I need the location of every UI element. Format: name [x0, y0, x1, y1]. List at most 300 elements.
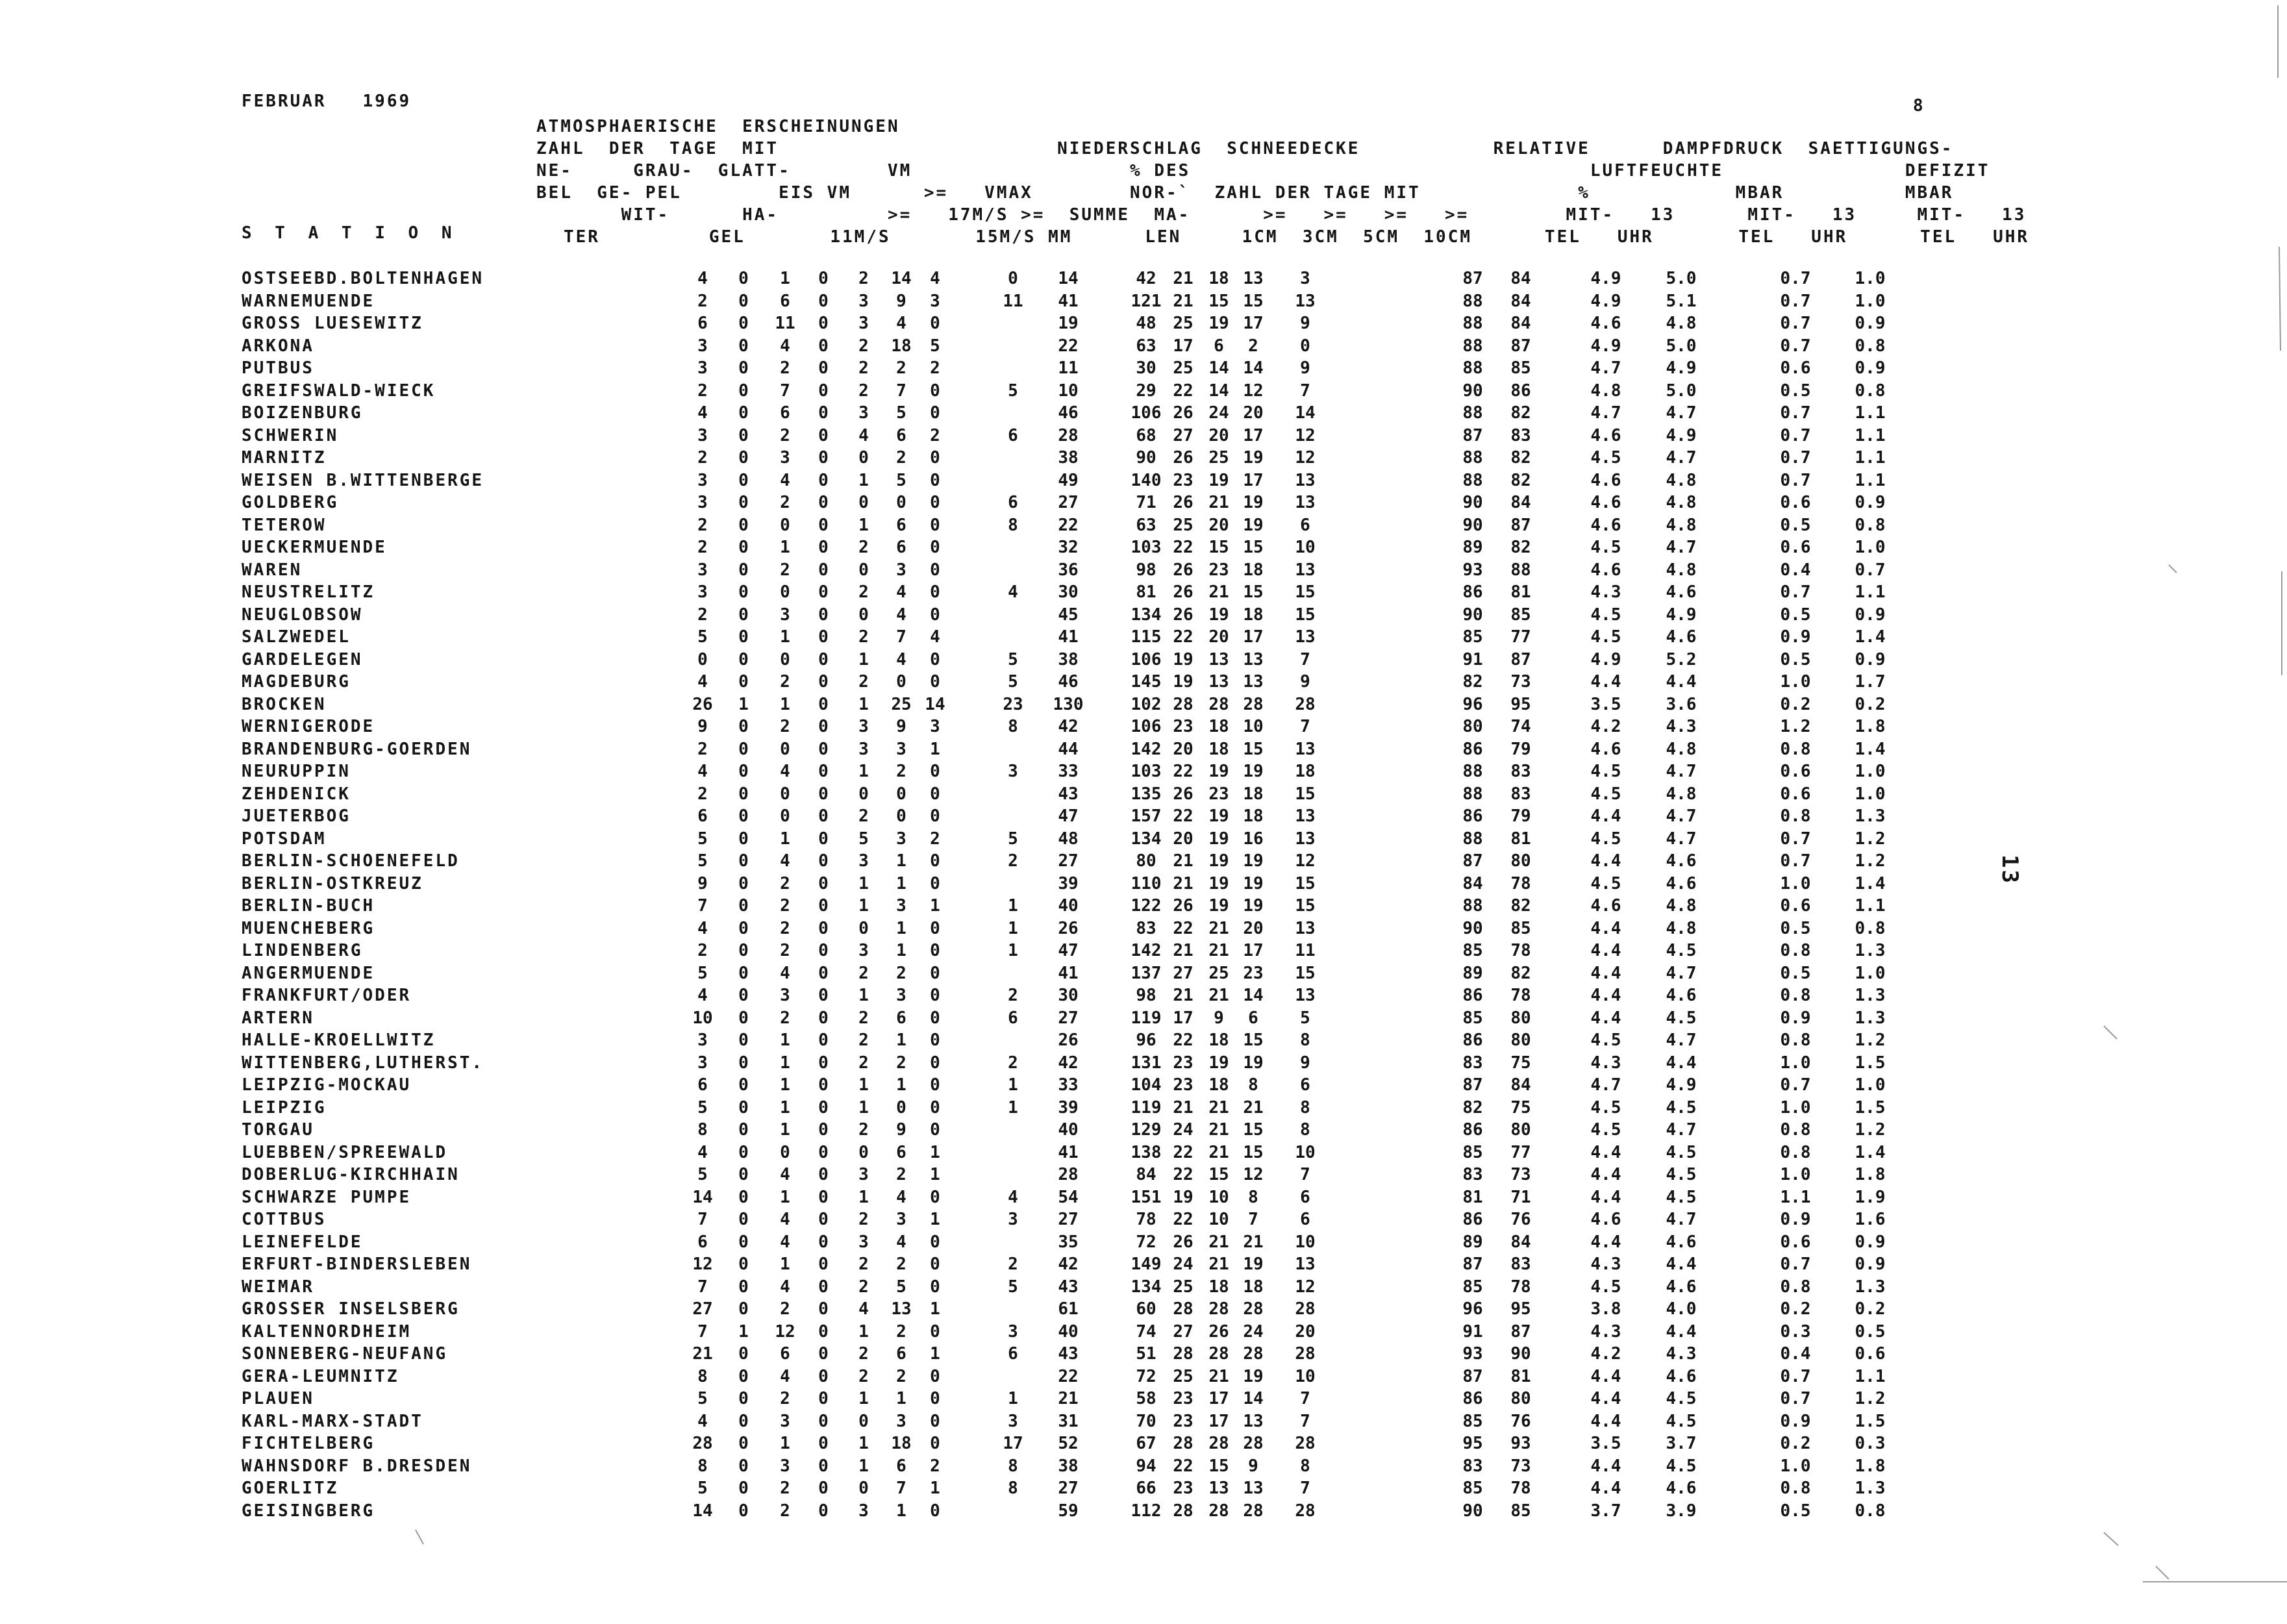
table-cell: 0.8: [1780, 1143, 1811, 1162]
table-cell: 85: [1462, 1143, 1483, 1162]
table-cell: 86: [1462, 740, 1483, 759]
table-cell: 16: [1243, 829, 1264, 849]
table-cell: 78: [1510, 1479, 1531, 1498]
table-cell: 0: [896, 1098, 906, 1118]
table-cell: 4: [697, 1412, 708, 1431]
table-cell: 73: [1510, 1456, 1531, 1476]
table-cell: 28: [1295, 1299, 1316, 1319]
table-cell: 4.6: [1590, 560, 1621, 580]
table-cell: 28: [1208, 695, 1229, 714]
table-cell: 0: [738, 762, 749, 781]
table-cell: 1: [780, 1255, 790, 1274]
table-cell: 0.5: [1780, 1501, 1811, 1521]
table-cell: 1: [930, 1299, 940, 1319]
table-cell: 0: [818, 605, 829, 625]
table-cell: 0: [738, 1210, 749, 1229]
table-cell: 82: [1510, 448, 1531, 468]
table-cell: 21: [1173, 1098, 1193, 1118]
table-cell: 77: [1510, 1143, 1531, 1162]
table-cell: 5: [697, 1098, 708, 1118]
table-cell: 1.2: [1855, 1120, 1886, 1140]
table-cell: 6: [896, 426, 906, 445]
table-cell: 20: [1208, 426, 1229, 445]
table-cell: 4: [780, 1165, 790, 1184]
table-cell: 2: [697, 538, 708, 557]
table-cell: 2: [930, 829, 940, 849]
table-cell: 0: [738, 717, 749, 736]
table-cell: 17: [1243, 314, 1264, 333]
table-cell: 19: [1243, 493, 1264, 512]
table-cell: 1.1: [1855, 403, 1886, 423]
table-cell: 2: [858, 806, 869, 826]
table-cell: 3: [780, 605, 790, 625]
table-cell: 2: [697, 381, 708, 401]
station-name: MARNITZ: [242, 448, 327, 468]
table-cell: 0.8: [1780, 1120, 1811, 1140]
table-cell: 1.3: [1855, 1277, 1886, 1297]
table-cell: 20: [1208, 516, 1229, 535]
table-cell: 4.8: [1590, 381, 1621, 401]
table-cell: 63: [1136, 516, 1156, 535]
table-cell: 4.5: [1590, 784, 1621, 804]
table-cell: 0: [780, 650, 790, 669]
table-cell: 4: [780, 1210, 790, 1229]
table-cell: 4.3: [1590, 1255, 1621, 1274]
table-cell: 82: [1510, 471, 1531, 490]
table-cell: 3: [858, 1165, 869, 1184]
table-cell: 4: [780, 1277, 790, 1297]
table-cell: 4.5: [1666, 1143, 1697, 1162]
station-name: GROSSER INSELSBERG: [242, 1299, 460, 1319]
table-cell: 1.4: [1855, 874, 1886, 893]
table-cell: 25: [891, 695, 912, 714]
table-cell: 0.5: [1855, 1322, 1886, 1342]
table-cell: 3: [697, 582, 708, 602]
table-cell: 1.2: [1855, 829, 1886, 849]
header-group-title: ATMOSPHAERISCHE ERSCHEINUNGEN: [536, 117, 900, 136]
table-cell: 5: [697, 829, 708, 849]
table-cell: 14: [1058, 269, 1079, 288]
table-cell: 130: [1053, 695, 1084, 714]
table-cell: 74: [1510, 717, 1531, 736]
table-cell: 13: [1243, 1412, 1264, 1431]
table-cell: 43: [1058, 1277, 1079, 1297]
table-cell: 4.8: [1666, 919, 1697, 938]
table-cell: 2: [858, 1367, 869, 1386]
table-cell: 4: [697, 403, 708, 423]
table-cell: 1: [738, 695, 749, 714]
table-cell: 2: [1008, 1053, 1018, 1073]
table-cell: 19: [1208, 806, 1229, 826]
table-cell: 2: [780, 919, 790, 938]
station-name: BERLIN-OSTKREUZ: [242, 874, 423, 893]
table-cell: 3: [858, 1501, 869, 1521]
table-cell: 21: [1208, 986, 1229, 1005]
table-cell: 0: [818, 829, 829, 849]
table-cell: 21: [1208, 919, 1229, 938]
header-line-5: TER GEL 11M/S 15M/S MM LEN 1CM 3CM 5CM 10CM TEL UHR TEL UHR TEL UHR: [564, 227, 2030, 247]
table-cell: 2: [858, 1255, 869, 1274]
table-cell: 83: [1462, 1053, 1483, 1073]
table-cell: 4.6: [1666, 874, 1697, 893]
table-cell: 26: [1173, 403, 1193, 423]
table-cell: 42: [1058, 717, 1079, 736]
table-cell: 0.7: [1780, 448, 1811, 468]
table-cell: 13: [1295, 1255, 1316, 1274]
table-cell: 42: [1136, 269, 1156, 288]
table-cell: 0.9: [1855, 493, 1886, 512]
table-cell: 5: [697, 1165, 708, 1184]
table-cell: 2: [697, 941, 708, 960]
table-cell: 0: [818, 874, 829, 893]
table-cell: 0: [896, 784, 906, 804]
table-cell: 86: [1462, 1031, 1483, 1050]
table-cell: 9: [896, 1120, 906, 1140]
table-cell: 3: [896, 896, 906, 916]
table-cell: 42: [1058, 1255, 1079, 1274]
table-cell: 6: [780, 403, 790, 423]
table-cell: 1.5: [1855, 1053, 1886, 1073]
table-cell: 15: [1208, 1165, 1229, 1184]
table-cell: 1.0: [1780, 1098, 1811, 1118]
table-cell: 4.5: [1590, 829, 1621, 849]
table-cell: 0: [818, 1031, 829, 1050]
table-cell: 0.9: [1780, 1210, 1811, 1229]
table-cell: 1: [858, 986, 869, 1005]
table-cell: 2: [896, 1053, 906, 1073]
table-cell: 0: [738, 605, 749, 625]
table-cell: 27: [1058, 493, 1079, 512]
table-cell: 2: [858, 1210, 869, 1229]
table-cell: 1.0: [1780, 874, 1811, 893]
table-cell: 86: [1462, 806, 1483, 826]
station-name: ARTERN: [242, 1008, 314, 1028]
table-cell: 83: [1462, 1456, 1483, 1476]
table-cell: 27: [1058, 1479, 1079, 1498]
table-cell: 6: [1248, 1008, 1258, 1028]
table-cell: 1: [858, 1322, 869, 1342]
table-cell: 22: [1058, 1367, 1079, 1386]
table-cell: 6: [1008, 1344, 1018, 1364]
table-cell: 4.6: [1666, 627, 1697, 647]
table-cell: 5: [1300, 1008, 1310, 1028]
table-cell: 13: [1295, 919, 1316, 938]
table-cell: 20: [1208, 627, 1229, 647]
station-name: KARL-MARX-STADT: [242, 1412, 423, 1431]
table-cell: 0.7: [1780, 1255, 1811, 1274]
table-cell: 3: [896, 1210, 906, 1229]
table-cell: 137: [1131, 964, 1162, 983]
table-cell: 106: [1131, 650, 1162, 669]
table-cell: 4: [858, 426, 869, 445]
table-cell: 4.4: [1590, 851, 1621, 871]
table-cell: 0: [738, 740, 749, 759]
table-cell: 5: [697, 851, 708, 871]
table-cell: 7: [1300, 1165, 1310, 1184]
table-cell: 22: [1173, 1031, 1193, 1050]
table-cell: 10: [1058, 381, 1079, 401]
table-cell: 25: [1173, 516, 1193, 535]
table-cell: 87: [1462, 1255, 1483, 1274]
table-cell: 0: [858, 784, 869, 804]
table-cell: 4.9: [1590, 336, 1621, 356]
table-cell: 94: [1136, 1456, 1156, 1476]
table-cell: 77: [1510, 627, 1531, 647]
table-cell: 1: [896, 919, 906, 938]
table-cell: 0: [818, 1479, 829, 1498]
table-cell: 0.9: [1855, 1232, 1886, 1252]
table-cell: 4.4: [1666, 1255, 1697, 1274]
table-cell: 0: [738, 1344, 749, 1364]
table-cell: 0: [930, 650, 940, 669]
table-cell: 4.7: [1666, 1120, 1697, 1140]
table-cell: 0.7: [1780, 403, 1811, 423]
table-cell: 0: [818, 1165, 829, 1184]
table-cell: 3.8: [1590, 1299, 1621, 1319]
table-cell: 0: [738, 650, 749, 669]
table-cell: 15: [1295, 896, 1316, 916]
table-cell: 2: [858, 269, 869, 288]
table-cell: 0.4: [1780, 1344, 1811, 1364]
station-name: NEUGLOBSOW: [242, 605, 363, 625]
table-cell: 5: [1008, 672, 1018, 692]
station-name: DOBERLUG-KIRCHHAIN: [242, 1165, 460, 1184]
table-cell: 22: [1173, 1165, 1193, 1184]
table-cell: 4: [780, 851, 790, 871]
table-cell: 1.2: [1855, 1389, 1886, 1408]
table-cell: 8: [1300, 1098, 1310, 1118]
table-cell: 1.8: [1855, 1456, 1886, 1476]
table-cell: 8: [1008, 1479, 1018, 1498]
table-cell: 5: [697, 1479, 708, 1498]
table-cell: 4.5: [1590, 627, 1621, 647]
table-cell: 1: [896, 941, 906, 960]
table-cell: 0.5: [1780, 381, 1811, 401]
table-cell: 0: [780, 806, 790, 826]
table-cell: 0.9: [1855, 314, 1886, 333]
table-cell: 85: [1462, 941, 1483, 960]
table-cell: 19: [1243, 1255, 1264, 1274]
table-cell: 4.7: [1666, 1031, 1697, 1050]
table-cell: 88: [1462, 336, 1483, 356]
table-cell: 1.8: [1855, 1165, 1886, 1184]
table-cell: 8: [1300, 1456, 1310, 1476]
table-cell: 106: [1131, 717, 1162, 736]
table-cell: 26: [1058, 919, 1079, 938]
table-cell: 5: [697, 1389, 708, 1408]
table-cell: 1.4: [1855, 740, 1886, 759]
table-cell: 9: [1214, 1008, 1224, 1028]
table-cell: 0.4: [1780, 560, 1811, 580]
table-cell: 0: [858, 560, 869, 580]
table-cell: 12: [775, 1322, 795, 1342]
table-cell: 19: [1243, 851, 1264, 871]
table-cell: 84: [1462, 874, 1483, 893]
station-name: GERA-LEUMNITZ: [242, 1367, 399, 1386]
table-cell: 38: [1058, 650, 1079, 669]
table-cell: 26: [1173, 560, 1193, 580]
table-cell: 0: [818, 1322, 829, 1342]
table-cell: 14: [1243, 1389, 1264, 1408]
table-cell: 0: [738, 1277, 749, 1297]
table-cell: 0: [930, 538, 940, 557]
table-cell: 28: [1173, 1344, 1193, 1364]
table-cell: 95: [1462, 1434, 1483, 1453]
table-cell: 0: [738, 292, 749, 311]
table-cell: 88: [1462, 762, 1483, 781]
table-cell: 95: [1510, 695, 1531, 714]
table-cell: 2: [697, 448, 708, 468]
table-cell: 0: [738, 1367, 749, 1386]
table-cell: 21: [1173, 874, 1193, 893]
table-cell: 23: [1173, 1389, 1193, 1408]
table-cell: 4.4: [1590, 1188, 1621, 1207]
table-cell: 0: [858, 448, 869, 468]
table-cell: 104: [1131, 1075, 1162, 1095]
table-cell: 0: [818, 403, 829, 423]
station-name: FICHTELBERG: [242, 1434, 375, 1453]
table-cell: 18: [1243, 784, 1264, 804]
table-cell: 28: [1243, 1299, 1264, 1319]
table-cell: 15: [1243, 740, 1264, 759]
table-cell: 3: [697, 358, 708, 378]
table-cell: 0: [780, 784, 790, 804]
table-cell: 5.1: [1666, 292, 1697, 311]
table-cell: 85: [1462, 1008, 1483, 1028]
table-cell: 0: [930, 1008, 940, 1028]
table-cell: 81: [1510, 829, 1531, 849]
table-cell: 90: [1462, 516, 1483, 535]
table-cell: 4.3: [1666, 1344, 1697, 1364]
table-cell: 2: [697, 516, 708, 535]
table-cell: 18: [1208, 1075, 1229, 1095]
table-cell: 6: [697, 314, 708, 333]
table-cell: 41: [1058, 1143, 1079, 1162]
table-cell: 1: [896, 1075, 906, 1095]
table-cell: 0: [930, 986, 940, 1005]
table-cell: 1: [858, 874, 869, 893]
table-cell: 1: [780, 538, 790, 557]
table-cell: 4.4: [1590, 1232, 1621, 1252]
table-cell: 41: [1058, 964, 1079, 983]
table-cell: 0: [858, 1479, 869, 1498]
table-cell: 15: [1295, 874, 1316, 893]
table-cell: 21: [1173, 292, 1193, 311]
table-cell: 28: [1173, 1434, 1193, 1453]
table-cell: 2: [1008, 1255, 1018, 1274]
table-cell: 1: [780, 1098, 790, 1118]
table-cell: 28: [1295, 1501, 1316, 1521]
table-cell: 4.4: [1590, 1165, 1621, 1184]
table-cell: 1: [930, 1479, 940, 1498]
table-cell: 14: [1243, 986, 1264, 1005]
table-cell: 157: [1131, 806, 1162, 826]
table-cell: 2: [780, 560, 790, 580]
table-cell: 52: [1058, 1434, 1079, 1453]
station-name: WAHNSDORF B.DRESDEN: [242, 1456, 472, 1476]
table-cell: 3: [896, 986, 906, 1005]
table-cell: 41: [1058, 627, 1079, 647]
table-cell: 6: [697, 1232, 708, 1252]
table-cell: 4.9: [1666, 1075, 1697, 1095]
table-cell: 8: [697, 1120, 708, 1140]
table-cell: 5: [1008, 1277, 1018, 1297]
table-cell: 28: [1173, 1299, 1193, 1319]
table-cell: 0: [896, 672, 906, 692]
table-cell: 2: [780, 941, 790, 960]
page-number: 8: [1913, 96, 1925, 116]
table-cell: 8: [1300, 1120, 1310, 1140]
table-cell: 83: [1136, 919, 1156, 938]
table-cell: 7: [780, 381, 790, 401]
table-cell: 1: [1008, 1075, 1018, 1095]
table-cell: 1.1: [1855, 471, 1886, 490]
table-cell: 0: [858, 605, 869, 625]
table-cell: 68: [1136, 426, 1156, 445]
table-cell: 48: [1058, 829, 1079, 849]
table-cell: 30: [1058, 986, 1079, 1005]
table-cell: 0.5: [1780, 516, 1811, 535]
table-cell: 13: [1243, 269, 1264, 288]
table-cell: 0: [818, 292, 829, 311]
table-cell: 86: [1462, 1120, 1483, 1140]
table-cell: 4: [697, 269, 708, 288]
table-cell: 13: [1243, 1479, 1264, 1498]
table-cell: 0: [738, 1188, 749, 1207]
table-cell: 19: [1208, 874, 1229, 893]
table-cell: 1: [896, 1501, 906, 1521]
table-cell: 26: [1173, 448, 1193, 468]
table-cell: 1: [738, 1322, 749, 1342]
table-cell: 26: [1173, 784, 1193, 804]
table-cell: 5: [1008, 829, 1018, 849]
table-cell: 4.3: [1590, 1322, 1621, 1342]
table-cell: 28: [1058, 426, 1079, 445]
table-cell: 12: [1243, 1165, 1264, 1184]
table-cell: 0: [738, 1120, 749, 1140]
table-cell: 13: [1208, 672, 1229, 692]
table-cell: 48: [1136, 314, 1156, 333]
table-cell: 49: [1058, 471, 1079, 490]
table-cell: 0: [738, 1075, 749, 1095]
table-cell: 8: [697, 1367, 708, 1386]
table-cell: 4.7: [1666, 762, 1697, 781]
table-cell: 0: [930, 1188, 940, 1207]
table-cell: 4.4: [1666, 1053, 1697, 1073]
table-cell: 15: [1243, 1143, 1264, 1162]
table-cell: 0: [738, 896, 749, 916]
table-cell: 0: [930, 762, 940, 781]
table-cell: 10: [1243, 717, 1264, 736]
table-cell: 15: [1243, 1031, 1264, 1050]
table-cell: 1.0: [1855, 964, 1886, 983]
table-cell: 5: [896, 471, 906, 490]
table-cell: 21: [692, 1344, 713, 1364]
table-cell: 1: [780, 1434, 790, 1453]
table-cell: 1.3: [1855, 1008, 1886, 1028]
table-cell: 1: [780, 1031, 790, 1050]
table-cell: 87: [1510, 650, 1531, 669]
table-cell: 4.9: [1590, 292, 1621, 311]
table-cell: 38: [1058, 1456, 1079, 1476]
table-cell: 0: [930, 314, 940, 333]
table-cell: 2: [858, 381, 869, 401]
station-name: SALZWEDEL: [242, 627, 351, 647]
table-cell: 88: [1462, 829, 1483, 849]
table-cell: 14: [1295, 403, 1316, 423]
table-cell: 19: [1208, 896, 1229, 916]
table-cell: 4.4: [1590, 672, 1621, 692]
